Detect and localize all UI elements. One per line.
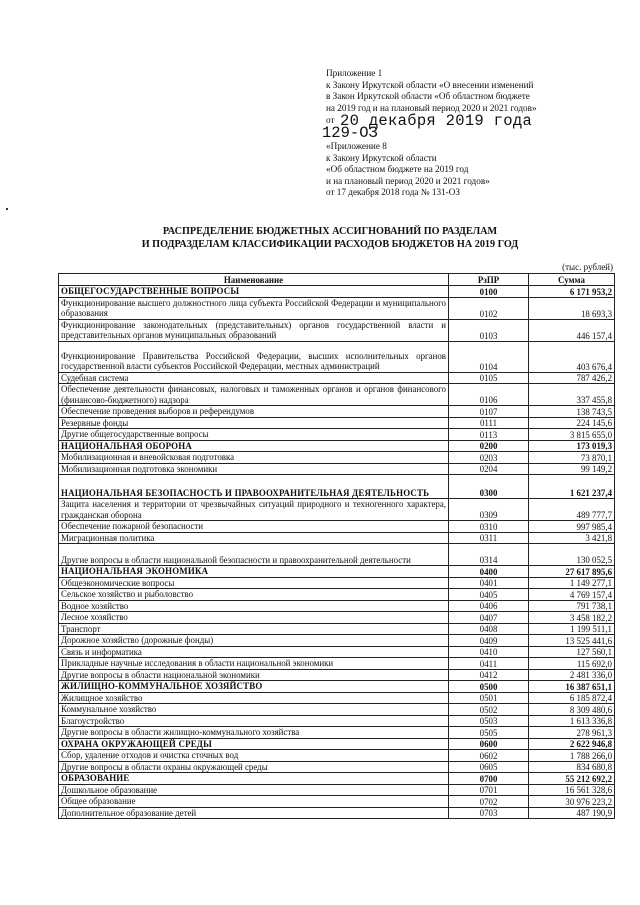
row-code: 0103 xyxy=(449,319,529,341)
column-header-code: РзПР xyxy=(449,274,529,286)
row-name: Защита населения и территории от чрезвычайных ситуаций природного и техногенного характера, гражданская оборона xyxy=(59,499,449,521)
row-code: 0400 xyxy=(449,566,529,578)
row-code: 0701 xyxy=(449,784,529,796)
header-line: на 2019 год и на плановый период 2020 и 2021 годов» xyxy=(326,102,537,113)
appendix-header xyxy=(322,68,626,142)
row-sum: 3 815 655,0 xyxy=(529,429,615,441)
row-name: Благоустройство xyxy=(59,715,449,727)
row-sum: 278 961,3 xyxy=(529,727,615,739)
table-row xyxy=(59,669,615,681)
table-row xyxy=(59,463,615,475)
section-row xyxy=(59,773,615,785)
row-name: Судебная система xyxy=(59,372,449,384)
row-sum: 55 212 692,2 xyxy=(529,773,615,785)
row-sum: 30 976 223,2 xyxy=(529,796,615,808)
table-row xyxy=(59,784,615,796)
row-name: ОБЩЕГОСУДАРСТВЕННЫЕ ВОПРОСЫ xyxy=(59,286,449,298)
row-name: Сбор, удаление отходов и очистка сточных вод xyxy=(59,750,449,762)
row-name: Миграционная политика xyxy=(59,532,449,544)
row-code: 0501 xyxy=(449,692,529,704)
table-row xyxy=(59,796,615,808)
row-code: 0700 xyxy=(449,773,529,785)
row-name: Другие вопросы в области жилищно-коммунального хозяйства xyxy=(59,727,449,739)
row-sum: 27 617 895,6 xyxy=(529,566,615,578)
row-code: 0204 xyxy=(449,463,529,475)
row-sum: 834 680,8 xyxy=(529,761,615,773)
row-sum: 6 171 953,2 xyxy=(529,286,615,298)
row-code: 0104 xyxy=(449,341,529,372)
table-row xyxy=(59,417,615,429)
table-row xyxy=(59,600,615,612)
header-line: в Закон Иркутской области «Об областном бюджете xyxy=(326,91,530,101)
row-sum: 1 199 511,1 xyxy=(529,623,615,635)
table-row xyxy=(59,807,615,819)
table-row xyxy=(59,372,615,384)
row-name: Общее образование xyxy=(59,796,449,808)
row-sum: 73 870,1 xyxy=(529,452,615,464)
table-row xyxy=(59,623,615,635)
title-line-1: РАСПРЕДЕЛЕНИЕ БЮДЖЕТНЫХ АССИГНОВАНИЙ ПО РАЗДЕЛАМ xyxy=(162,226,498,237)
row-sum: 787 426,2 xyxy=(529,372,615,384)
row-sum: 1 149 277,1 xyxy=(529,577,615,589)
table-row xyxy=(59,635,615,647)
row-name: Водное хозяйство xyxy=(59,600,449,612)
stamp-date: 20 декабря 2019 года xyxy=(340,112,533,130)
section-row xyxy=(59,681,615,693)
table-row xyxy=(59,646,615,658)
table-row xyxy=(59,532,615,544)
row-sum: 489 777,7 xyxy=(529,499,615,521)
row-name: ОХРАНА ОКРУЖАЮЩЕЙ СРЕДЫ xyxy=(59,738,449,750)
row-name: Функционирование высшего должностного лица субъекта Российской Федерации и муниципального образования xyxy=(59,297,449,319)
section-row xyxy=(59,475,615,499)
row-code: 0410 xyxy=(449,646,529,658)
scan-speck xyxy=(6,208,8,210)
row-code: 0409 xyxy=(449,635,529,647)
row-name: Другие вопросы в области национальной безопасности и правоохранительной деятельности xyxy=(59,544,449,566)
row-sum: 127 560,1 xyxy=(529,646,615,658)
row-name: Другие вопросы в области национальной экономики xyxy=(59,669,449,681)
table-row xyxy=(59,499,615,521)
title-line-2: И ПОДРАЗДЕЛАМ КЛАССИФИКАЦИИ РАСХОДОВ БЮДЖЕТОВ НА 2019 ГОД xyxy=(141,239,519,250)
row-sum: 16 561 328,6 xyxy=(529,784,615,796)
row-sum: 403 676,4 xyxy=(529,341,615,372)
row-name: Связь и информатика xyxy=(59,646,449,658)
row-sum: 1 613 336,8 xyxy=(529,715,615,727)
row-name: Мобилизационная подготовка экономики xyxy=(59,463,449,475)
row-sum: 138 743,5 xyxy=(529,406,615,418)
table-row xyxy=(59,692,615,704)
row-code: 0600 xyxy=(449,738,529,750)
row-name: Обеспечение деятельности финансовых, налоговых и таможенных органов и органов финансового (финансово-бюджетного) надзора xyxy=(59,384,449,406)
row-code: 0408 xyxy=(449,623,529,635)
row-code: 0412 xyxy=(449,669,529,681)
table-row xyxy=(59,297,615,319)
row-sum: 130 052,5 xyxy=(529,544,615,566)
row-code: 0405 xyxy=(449,589,529,601)
ot-label: от xyxy=(326,115,335,125)
row-name: Дошкольное образование xyxy=(59,784,449,796)
row-sum: 997 985,4 xyxy=(529,521,615,533)
sub-header-line: к Закону Иркутской области xyxy=(326,152,437,163)
row-code: 0605 xyxy=(449,761,529,773)
row-code: 0113 xyxy=(449,429,529,441)
column-header-sum: Сумма xyxy=(529,274,615,286)
row-sum: 487 190,9 xyxy=(529,807,615,819)
row-sum: 8 309 480,6 xyxy=(529,704,615,716)
row-code: 0502 xyxy=(449,704,529,716)
row-name: ОБРАЗОВАНИЕ xyxy=(59,773,449,785)
row-code: 0105 xyxy=(449,372,529,384)
table-row xyxy=(59,761,615,773)
units-label: (тыс. рублей) xyxy=(562,262,613,272)
section-row xyxy=(59,286,615,298)
row-sum: 99 149,2 xyxy=(529,463,615,475)
row-code: 0311 xyxy=(449,532,529,544)
row-code: 0703 xyxy=(449,807,529,819)
table-header-row xyxy=(59,274,615,286)
row-code: 0100 xyxy=(449,286,529,298)
budget-table xyxy=(58,273,615,819)
row-name: Мобилизационная и вневойсковая подготовка xyxy=(59,452,449,464)
sub-header-line: «Об областном бюджете на 2019 год xyxy=(326,164,469,174)
row-code: 0310 xyxy=(449,521,529,533)
row-name: Обеспечение пожарной безопасности xyxy=(59,521,449,533)
section-row xyxy=(59,440,615,452)
row-sum: 446 157,4 xyxy=(529,319,615,341)
original-appendix-header xyxy=(326,141,490,199)
row-sum: 4 769 157,4 xyxy=(529,589,615,601)
row-sum: 6 185 872,4 xyxy=(529,692,615,704)
table-row xyxy=(59,727,615,739)
table-row xyxy=(59,704,615,716)
column-header-name: Наименование xyxy=(59,274,449,286)
table-row xyxy=(59,319,615,341)
table-row xyxy=(59,544,615,566)
document-title xyxy=(60,225,600,251)
row-code: 0505 xyxy=(449,727,529,739)
table-row xyxy=(59,658,615,670)
section-row xyxy=(59,566,615,578)
row-sum: 791 738,1 xyxy=(529,600,615,612)
row-code: 0500 xyxy=(449,681,529,693)
table-row xyxy=(59,589,615,601)
row-sum: 2 622 946,8 xyxy=(529,738,615,750)
row-code: 0602 xyxy=(449,750,529,762)
table-row xyxy=(59,452,615,464)
row-name: НАЦИОНАЛЬНАЯ ЭКОНОМИКА xyxy=(59,566,449,578)
row-code: 0203 xyxy=(449,452,529,464)
row-name: ЖИЛИЩНО-КОММУНАЛЬНОЕ ХОЗЯЙСТВО xyxy=(59,681,449,693)
table-row xyxy=(59,341,615,372)
row-sum: 16 387 651,1 xyxy=(529,681,615,693)
row-name: Другие общегосударственные вопросы xyxy=(59,429,449,441)
section-row xyxy=(59,738,615,750)
row-code: 0406 xyxy=(449,600,529,612)
row-sum: 337 455,8 xyxy=(529,384,615,406)
row-sum: 18 693,3 xyxy=(529,297,615,319)
row-name: НАЦИОНАЛЬНАЯ ОБОРОНА xyxy=(59,440,449,452)
row-code: 0111 xyxy=(449,417,529,429)
table-row xyxy=(59,521,615,533)
row-name: Функционирование Правительства Российской Федерации, высших исполнительных органов государственной власти субъектов Российской Федерации, местных администраций xyxy=(59,341,449,372)
row-sum: 3 421,8 xyxy=(529,532,615,544)
row-name: Обеспечение проведения выборов и референдумов xyxy=(59,406,449,418)
table-row xyxy=(59,750,615,762)
row-sum: 13 525 441,6 xyxy=(529,635,615,647)
table-row xyxy=(59,406,615,418)
row-name: Лесное хозяйство xyxy=(59,612,449,624)
row-code: 0503 xyxy=(449,715,529,727)
row-name: Сельское хозяйство и рыболовство xyxy=(59,589,449,601)
row-sum: 2 481 336,0 xyxy=(529,669,615,681)
row-code: 0401 xyxy=(449,577,529,589)
row-sum: 115 692,0 xyxy=(529,658,615,670)
table-row xyxy=(59,612,615,624)
row-name: Резервные фонды xyxy=(59,417,449,429)
row-sum: 3 458 182,2 xyxy=(529,612,615,624)
row-name: Функционирование законодательных (представительных) органов государственной власти и представительных органов муниципальных образований xyxy=(59,319,449,341)
stamp-number: 129-ОЗ xyxy=(322,123,378,142)
row-name: Дополнительное образование детей xyxy=(59,807,449,819)
header-line: к Закону Иркутской области «О внесении изменений xyxy=(326,79,534,90)
row-sum: 173 019,3 xyxy=(529,440,615,452)
row-name: Другие вопросы в области охраны окружающей среды xyxy=(59,761,449,773)
row-code: 0314 xyxy=(449,544,529,566)
header-line: Приложение 1 xyxy=(326,68,383,78)
row-code: 0407 xyxy=(449,612,529,624)
stamp-date-line xyxy=(322,112,626,142)
row-name: Транспорт xyxy=(59,623,449,635)
row-code: 0102 xyxy=(449,297,529,319)
table-row xyxy=(59,715,615,727)
row-code: 0702 xyxy=(449,796,529,808)
row-code: 0300 xyxy=(449,475,529,499)
table-row xyxy=(59,429,615,441)
row-code: 0411 xyxy=(449,658,529,670)
row-sum: 1 788 266,0 xyxy=(529,750,615,762)
table-row xyxy=(59,577,615,589)
row-name: Коммунальное хозяйство xyxy=(59,704,449,716)
row-name: Дорожное хозяйство (дорожные фонды) xyxy=(59,635,449,647)
table-row xyxy=(59,384,615,406)
row-code: 0107 xyxy=(449,406,529,418)
row-code: 0106 xyxy=(449,384,529,406)
sub-header-line: от 17 декабря 2018 года № 131-ОЗ xyxy=(326,187,460,197)
row-name: Общеэкономические вопросы xyxy=(59,577,449,589)
row-sum: 1 621 237,4 xyxy=(529,475,615,499)
row-code: 0309 xyxy=(449,499,529,521)
sub-header-line: и на плановый период 2020 и 2021 годов» xyxy=(326,175,490,186)
sub-header-line: «Приложение 8 xyxy=(326,141,387,151)
row-sum: 224 145,6 xyxy=(529,417,615,429)
row-name: Жилищное хозяйство xyxy=(59,692,449,704)
row-name: НАЦИОНАЛЬНАЯ БЕЗОПАСНОСТЬ И ПРАВООХРАНИТЕЛЬНАЯ ДЕЯТЕЛЬНОСТЬ xyxy=(59,475,449,499)
row-code: 0200 xyxy=(449,440,529,452)
row-name: Прикладные научные исследования в области национальной экономики xyxy=(59,658,449,670)
